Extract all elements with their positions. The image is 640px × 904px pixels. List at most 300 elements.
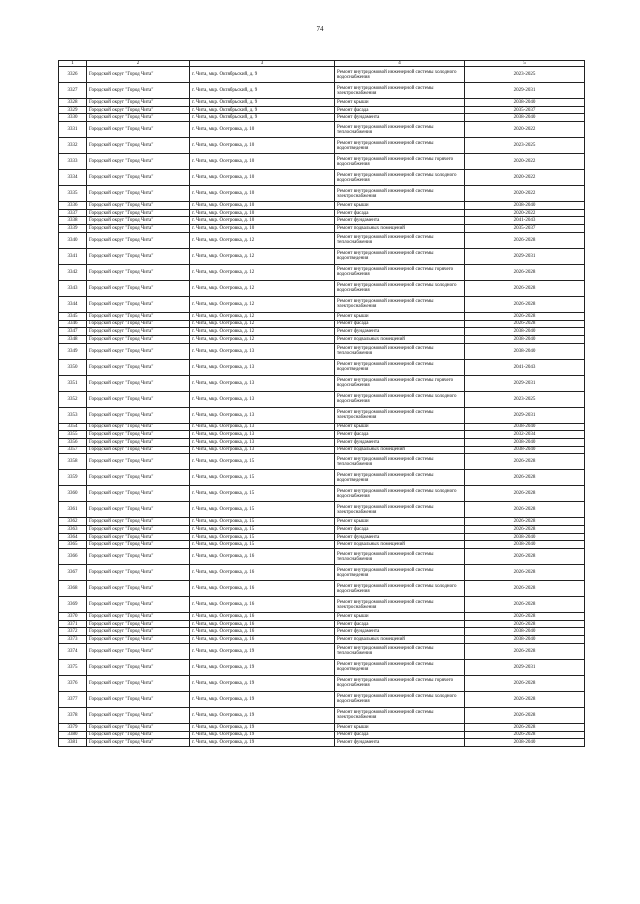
table-row (59, 232, 585, 248)
work-type-cell: Ремонт внутридомовой инженерной системы теплоснабжения (335, 454, 465, 470)
table-row (59, 438, 585, 446)
address-cell: г. Чита, мкр. Осетровка, д. 12 (190, 248, 335, 264)
period-cell: 2038-2040 (465, 423, 585, 431)
address-cell: г. Чита, мкр. Осетровка, д. 12 (190, 320, 335, 328)
municipality-cell: Городской округ "Город Чита" (87, 67, 190, 83)
work-type-cell: Ремонт крыши (335, 312, 465, 320)
row-number-cell: 3366 (59, 549, 87, 565)
table-row (59, 343, 585, 359)
period-cell: 2041-2043 (465, 359, 585, 375)
row-number-cell: 3355 (59, 431, 87, 439)
work-type-cell: Ремонт фундамента (335, 438, 465, 446)
table-row (59, 565, 585, 581)
header-col-2: 2 (87, 61, 190, 67)
municipality-cell: Городской округ "Город Чита" (87, 643, 190, 659)
period-cell: 2026-2028 (465, 675, 585, 691)
period-cell: 2029-2031 (465, 248, 585, 264)
table-row (59, 328, 585, 336)
table-row (59, 643, 585, 659)
address-cell: г. Чита, мкр. Осетровка, д. 10 (190, 209, 335, 217)
row-number-cell: 3329 (59, 106, 87, 114)
header-col-5: 5 (465, 61, 585, 67)
table-row (59, 67, 585, 83)
municipality-cell: Городской округ "Город Чита" (87, 541, 190, 549)
table-row (59, 502, 585, 518)
municipality-cell: Городской округ "Город Чита" (87, 454, 190, 470)
address-cell: г. Чита, мкр. Октябрьский, д. 9 (190, 106, 335, 114)
municipality-cell: Городской округ "Город Чита" (87, 375, 190, 391)
address-cell: г. Чита, мкр. Осетровка, д. 13 (190, 375, 335, 391)
period-cell: 2035-2037 (465, 225, 585, 233)
municipality-cell: Городской округ "Город Чита" (87, 470, 190, 486)
row-number-cell: 3327 (59, 83, 87, 99)
table-row (59, 549, 585, 565)
table-row (59, 423, 585, 431)
row-number-cell: 3352 (59, 391, 87, 407)
work-type-cell: Ремонт фундамента (335, 217, 465, 225)
period-cell: 2038-2040 (465, 628, 585, 636)
row-number-cell: 3381 (59, 739, 87, 747)
work-type-cell: Ремонт внутридомовой инженерной системы водоотведения (335, 470, 465, 486)
work-type-cell: Ремонт внутридомовой инженерной системы электроснабжения (335, 502, 465, 518)
address-cell: г. Чита, мкр. Осетровка, д. 19 (190, 723, 335, 731)
address-cell: г. Чита, мкр. Осетровка, д. 15 (190, 502, 335, 518)
period-cell: 2026-2028 (465, 549, 585, 565)
municipality-cell: Городской округ "Город Чита" (87, 154, 190, 170)
row-number-cell: 3337 (59, 209, 87, 217)
address-cell: г. Чита, мкр. Осетровка, д. 16 (190, 549, 335, 565)
table-row (59, 312, 585, 320)
table-row (59, 359, 585, 375)
work-type-cell: Ремонт внутридомовой инженерной системы водоотведения (335, 359, 465, 375)
work-type-cell: Ремонт внутридомовой инженерной системы теплоснабжения (335, 549, 465, 565)
municipality-cell: Городской округ "Город Чита" (87, 209, 190, 217)
header-col-1: 1 (59, 61, 87, 67)
work-type-cell: Ремонт фундамента (335, 114, 465, 122)
address-cell: г. Чита, мкр. Осетровка, д. 15 (190, 518, 335, 526)
row-number-cell: 3372 (59, 628, 87, 636)
address-cell: г. Чита, мкр. Осетровка, д. 10 (190, 186, 335, 202)
period-cell: 2035-2037 (465, 106, 585, 114)
period-cell: 2038-2040 (465, 202, 585, 210)
address-cell: г. Чита, мкр. Осетровка, д. 15 (190, 541, 335, 549)
work-type-cell: Ремонт крыши (335, 99, 465, 107)
row-number-cell: 3362 (59, 518, 87, 526)
municipality-cell: Городской округ "Город Чита" (87, 675, 190, 691)
address-cell: г. Чита, мкр. Осетровка, д. 19 (190, 707, 335, 723)
municipality-cell: Городской округ "Город Чита" (87, 225, 190, 233)
table-row (59, 186, 585, 202)
address-cell: г. Чита, мкр. Осетровка, д. 13 (190, 343, 335, 359)
row-number-cell: 3359 (59, 470, 87, 486)
row-number-cell: 3341 (59, 248, 87, 264)
row-number-cell: 3367 (59, 565, 87, 581)
row-number-cell: 3331 (59, 122, 87, 138)
address-cell: г. Чита, мкр. Осетровка, д. 10 (190, 154, 335, 170)
municipality-cell: Городской округ "Город Чита" (87, 328, 190, 336)
municipality-cell: Городской округ "Город Чита" (87, 691, 190, 707)
table-row (59, 526, 585, 534)
period-cell: 2038-2040 (465, 541, 585, 549)
row-number-cell: 3373 (59, 636, 87, 644)
period-cell: 2023-2025 (465, 391, 585, 407)
work-type-cell: Ремонт внутридомовой инженерной системы теплоснабжения (335, 343, 465, 359)
period-cell: 2026-2028 (465, 643, 585, 659)
work-type-cell: Ремонт внутридомовой инженерной системы холодного водоснабжения (335, 280, 465, 296)
table-row (59, 154, 585, 170)
period-cell: 2026-2028 (465, 707, 585, 723)
period-cell: 2038-2040 (465, 739, 585, 747)
address-cell: г. Чита, мкр. Осетровка, д. 19 (190, 731, 335, 739)
address-cell: г. Чита, мкр. Осетровка, д. 19 (190, 739, 335, 747)
municipality-cell: Городской округ "Город Чита" (87, 620, 190, 628)
page-number: 74 (316, 25, 324, 33)
work-type-cell: Ремонт внутридомовой инженерной системы холодного водоснабжения (335, 170, 465, 186)
row-number-cell: 3332 (59, 138, 87, 154)
row-number-cell: 3357 (59, 446, 87, 454)
work-type-cell: Ремонт фасада (335, 731, 465, 739)
work-type-cell: Ремонт внутридомовой инженерной системы теплоснабжения (335, 122, 465, 138)
address-cell: г. Чита, мкр. Осетровка, д. 12 (190, 328, 335, 336)
header-col-3: 3 (190, 61, 335, 67)
municipality-cell: Городской округ "Город Чита" (87, 217, 190, 225)
row-number-cell: 3354 (59, 423, 87, 431)
address-cell: г. Чита, мкр. Осетровка, д. 13 (190, 438, 335, 446)
address-cell: г. Чита, мкр. Октябрьский, д. 9 (190, 83, 335, 99)
table-row (59, 581, 585, 597)
header-col-4: 4 (335, 61, 465, 67)
address-cell: г. Чита, мкр. Осетровка, д. 13 (190, 391, 335, 407)
period-cell: 2032-2034 (465, 431, 585, 439)
work-type-cell: Ремонт фундамента (335, 628, 465, 636)
municipality-cell: Городской округ "Город Чита" (87, 202, 190, 210)
table-row (59, 122, 585, 138)
repair-schedule-table (58, 60, 585, 747)
row-number-cell: 3345 (59, 312, 87, 320)
address-cell: г. Чита, мкр. Осетровка, д. 12 (190, 264, 335, 280)
work-type-cell: Ремонт фасада (335, 526, 465, 534)
address-cell: г. Чита, мкр. Осетровка, д. 10 (190, 217, 335, 225)
work-type-cell: Ремонт внутридомовой инженерной системы электроснабжения (335, 407, 465, 423)
work-type-cell: Ремонт фасада (335, 620, 465, 628)
period-cell: 2026-2028 (465, 280, 585, 296)
table-row (59, 170, 585, 186)
municipality-cell: Городской округ "Город Чита" (87, 659, 190, 675)
row-number-cell: 3363 (59, 526, 87, 534)
municipality-cell: Городской округ "Город Чита" (87, 335, 190, 343)
period-cell: 2026-2028 (465, 620, 585, 628)
municipality-cell: Городской округ "Город Чита" (87, 518, 190, 526)
address-cell: г. Чита, мкр. Осетровка, д. 16 (190, 597, 335, 613)
row-number-cell: 3346 (59, 320, 87, 328)
municipality-cell: Городской округ "Город Чита" (87, 312, 190, 320)
work-type-cell: Ремонт подвальных помещений (335, 225, 465, 233)
work-type-cell: Ремонт внутридомовой инженерной системы электроснабжения (335, 296, 465, 312)
period-cell: 2020-2022 (465, 122, 585, 138)
municipality-cell: Городской округ "Город Чита" (87, 186, 190, 202)
table-row (59, 597, 585, 613)
work-type-cell: Ремонт внутридомовой инженерной системы электроснабжения (335, 186, 465, 202)
table-row (59, 723, 585, 731)
address-cell: г. Чита, мкр. Осетровка, д. 19 (190, 659, 335, 675)
address-cell: г. Чита, мкр. Осетровка, д. 12 (190, 335, 335, 343)
address-cell: г. Чита, мкр. Осетровка, д. 16 (190, 628, 335, 636)
address-cell: г. Чита, мкр. Осетровка, д. 19 (190, 691, 335, 707)
period-cell: 2038-2040 (465, 343, 585, 359)
municipality-cell: Городской округ "Город Чита" (87, 99, 190, 107)
work-type-cell: Ремонт крыши (335, 613, 465, 621)
row-number-cell: 3335 (59, 186, 87, 202)
municipality-cell: Городской округ "Город Чита" (87, 731, 190, 739)
table-row (59, 114, 585, 122)
table-row (59, 138, 585, 154)
table-row (59, 225, 585, 233)
address-cell: г. Чита, мкр. Осетровка, д. 13 (190, 407, 335, 423)
municipality-cell: Городской округ "Город Чита" (87, 533, 190, 541)
municipality-cell: Городской округ "Город Чита" (87, 343, 190, 359)
row-number-cell: 3351 (59, 375, 87, 391)
period-cell: 2038-2040 (465, 99, 585, 107)
row-number-cell: 3370 (59, 613, 87, 621)
table-row (59, 731, 585, 739)
work-type-cell: Ремонт внутридомовой инженерной системы холодного водоснабжения (335, 691, 465, 707)
period-cell: 2026-2028 (465, 581, 585, 597)
address-cell: г. Чита, мкр. Осетровка, д. 16 (190, 613, 335, 621)
work-type-cell: Ремонт внутридомовой инженерной системы горячего водоснабжения (335, 264, 465, 280)
period-cell: 2026-2028 (465, 691, 585, 707)
period-cell: 2026-2028 (465, 502, 585, 518)
work-type-cell: Ремонт фасада (335, 106, 465, 114)
address-cell: г. Чита, мкр. Осетровка, д. 19 (190, 643, 335, 659)
period-cell: 2026-2028 (465, 565, 585, 581)
row-number-cell: 3369 (59, 597, 87, 613)
work-type-cell: Ремонт внутридомовой инженерной системы холодного водоснабжения (335, 486, 465, 502)
municipality-cell: Городской округ "Город Чита" (87, 446, 190, 454)
work-type-cell: Ремонт внутридомовой инженерной системы водоотведения (335, 565, 465, 581)
period-cell: 2029-2031 (465, 407, 585, 423)
address-cell: г. Чита, мкр. Осетровка, д. 12 (190, 280, 335, 296)
work-type-cell: Ремонт внутридомовой инженерной системы холодного водоснабжения (335, 581, 465, 597)
row-number-cell: 3340 (59, 232, 87, 248)
work-type-cell: Ремонт крыши (335, 518, 465, 526)
address-cell: г. Чита, мкр. Осетровка, д. 15 (190, 526, 335, 534)
row-number-cell: 3376 (59, 675, 87, 691)
municipality-cell: Городской округ "Город Чита" (87, 707, 190, 723)
table-row (59, 407, 585, 423)
work-type-cell: Ремонт фасада (335, 431, 465, 439)
row-number-cell: 3361 (59, 502, 87, 518)
row-number-cell: 3328 (59, 99, 87, 107)
table-row (59, 486, 585, 502)
table-row (59, 209, 585, 217)
municipality-cell: Городской округ "Город Чита" (87, 565, 190, 581)
municipality-cell: Городской округ "Город Чита" (87, 502, 190, 518)
period-cell: 2026-2028 (465, 597, 585, 613)
work-type-cell: Ремонт фундамента (335, 533, 465, 541)
address-cell: г. Чита, мкр. Осетровка, д. 16 (190, 620, 335, 628)
address-cell: г. Чита, мкр. Октябрьский, д. 9 (190, 114, 335, 122)
period-cell: 2041-2043 (465, 217, 585, 225)
row-number-cell: 3330 (59, 114, 87, 122)
period-cell: 2026-2028 (465, 232, 585, 248)
address-cell: г. Чита, мкр. Осетровка, д. 16 (190, 565, 335, 581)
address-cell: г. Чита, мкр. Осетровка, д. 13 (190, 431, 335, 439)
address-cell: г. Чита, мкр. Осетровка, д. 15 (190, 486, 335, 502)
address-cell: г. Чита, мкр. Осетровка, д. 19 (190, 675, 335, 691)
municipality-cell: Городской округ "Город Чита" (87, 431, 190, 439)
row-number-cell: 3365 (59, 541, 87, 549)
row-number-cell: 3374 (59, 643, 87, 659)
row-number-cell: 3375 (59, 659, 87, 675)
row-number-cell: 3377 (59, 691, 87, 707)
address-cell: г. Чита, мкр. Октябрьский, д. 9 (190, 67, 335, 83)
table-row (59, 454, 585, 470)
municipality-cell: Городской округ "Город Чита" (87, 438, 190, 446)
period-cell: 2029-2031 (465, 83, 585, 99)
period-cell: 2026-2028 (465, 723, 585, 731)
municipality-cell: Городской округ "Город Чита" (87, 296, 190, 312)
table-body (59, 67, 585, 747)
work-type-cell: Ремонт внутридомовой инженерной системы водоотведения (335, 659, 465, 675)
work-type-cell: Ремонт внутридомовой инженерной системы горячего водоснабжения (335, 375, 465, 391)
address-cell: г. Чита, мкр. Осетровка, д. 15 (190, 470, 335, 486)
table-row (59, 280, 585, 296)
row-number-cell: 3343 (59, 280, 87, 296)
municipality-cell: Городской округ "Город Чита" (87, 264, 190, 280)
period-cell: 2026-2028 (465, 486, 585, 502)
period-cell: 2020-2022 (465, 154, 585, 170)
municipality-cell: Городской округ "Город Чита" (87, 391, 190, 407)
period-cell: 2026-2028 (465, 296, 585, 312)
table-row (59, 391, 585, 407)
period-cell: 2038-2040 (465, 438, 585, 446)
municipality-cell: Городской округ "Город Чита" (87, 83, 190, 99)
table-row (59, 335, 585, 343)
work-type-cell: Ремонт подвальных помещений (335, 335, 465, 343)
work-type-cell: Ремонт подвальных помещений (335, 636, 465, 644)
table-row (59, 541, 585, 549)
row-number-cell: 3358 (59, 454, 87, 470)
municipality-cell: Городской округ "Город Чита" (87, 613, 190, 621)
period-cell: 2029-2031 (465, 659, 585, 675)
work-type-cell: Ремонт фасада (335, 320, 465, 328)
period-cell: 2026-2028 (465, 526, 585, 534)
municipality-cell: Городской округ "Город Чита" (87, 248, 190, 264)
address-cell: г. Чита, мкр. Осетровка, д. 16 (190, 581, 335, 597)
municipality-cell: Городской округ "Город Чита" (87, 232, 190, 248)
period-cell: 2026-2028 (465, 264, 585, 280)
period-cell: 2023-2025 (465, 138, 585, 154)
work-type-cell: Ремонт внутридомовой инженерной системы электроснабжения (335, 707, 465, 723)
address-cell: г. Чита, мкр. Осетровка, д. 10 (190, 138, 335, 154)
table-row (59, 628, 585, 636)
work-type-cell: Ремонт внутридомовой инженерной системы горячего водоснабжения (335, 154, 465, 170)
work-type-cell: Ремонт внутридомовой инженерной системы горячего водоснабжения (335, 675, 465, 691)
municipality-cell: Городской округ "Город Чита" (87, 407, 190, 423)
table-row (59, 320, 585, 328)
work-type-cell: Ремонт крыши (335, 723, 465, 731)
table-row (59, 446, 585, 454)
address-cell: г. Чита, мкр. Осетровка, д. 13 (190, 359, 335, 375)
row-number-cell: 3347 (59, 328, 87, 336)
work-type-cell: Ремонт внутридомовой инженерной системы холодного водоснабжения (335, 391, 465, 407)
row-number-cell: 3353 (59, 407, 87, 423)
municipality-cell: Городской округ "Город Чита" (87, 320, 190, 328)
period-cell: 2026-2028 (465, 454, 585, 470)
municipality-cell: Городской округ "Город Чита" (87, 423, 190, 431)
address-cell: г. Чита, мкр. Осетровка, д. 16 (190, 636, 335, 644)
municipality-cell: Городской округ "Город Чита" (87, 526, 190, 534)
work-type-cell: Ремонт внутридомовой инженерной системы теплоснабжения (335, 643, 465, 659)
table-row (59, 431, 585, 439)
row-number-cell: 3371 (59, 620, 87, 628)
municipality-cell: Городской округ "Город Чита" (87, 597, 190, 613)
row-number-cell: 3336 (59, 202, 87, 210)
municipality-cell: Городской округ "Город Чита" (87, 628, 190, 636)
period-cell: 2026-2028 (465, 312, 585, 320)
table-row (59, 636, 585, 644)
work-type-cell: Ремонт внутридомовой инженерной системы водоотведения (335, 138, 465, 154)
municipality-cell: Городской округ "Город Чита" (87, 581, 190, 597)
row-number-cell: 3356 (59, 438, 87, 446)
period-cell: 2038-2040 (465, 533, 585, 541)
table-row (59, 264, 585, 280)
period-cell: 2023-2025 (465, 67, 585, 83)
municipality-cell: Городской округ "Город Чита" (87, 170, 190, 186)
work-type-cell: Ремонт подвальных помещений (335, 446, 465, 454)
table-row (59, 613, 585, 621)
table-row (59, 533, 585, 541)
address-cell: г. Чита, мкр. Осетровка, д. 15 (190, 533, 335, 541)
municipality-cell: Городской округ "Город Чита" (87, 359, 190, 375)
period-cell: 2038-2040 (465, 446, 585, 454)
period-cell: 2026-2028 (465, 470, 585, 486)
row-number-cell: 3342 (59, 264, 87, 280)
work-type-cell: Ремонт крыши (335, 202, 465, 210)
municipality-cell: Городской округ "Город Чита" (87, 549, 190, 565)
row-number-cell: 3326 (59, 67, 87, 83)
address-cell: г. Чита, мкр. Осетровка, д. 10 (190, 202, 335, 210)
period-cell: 2020-2022 (465, 186, 585, 202)
row-number-cell: 3379 (59, 723, 87, 731)
work-type-cell: Ремонт внутридомовой инженерной системы теплоснабжения (335, 232, 465, 248)
address-cell: г. Чита, мкр. Осетровка, д. 15 (190, 454, 335, 470)
address-cell: г. Чита, мкр. Осетровка, д. 12 (190, 312, 335, 320)
row-number-cell: 3364 (59, 533, 87, 541)
table-row (59, 375, 585, 391)
work-type-cell: Ремонт фасада (335, 209, 465, 217)
municipality-cell: Городской округ "Город Чита" (87, 138, 190, 154)
table-row (59, 296, 585, 312)
row-number-cell: 3349 (59, 343, 87, 359)
row-number-cell: 3378 (59, 707, 87, 723)
work-type-cell: Ремонт подвальных помещений (335, 541, 465, 549)
municipality-cell: Городской округ "Город Чита" (87, 636, 190, 644)
table-row (59, 707, 585, 723)
municipality-cell: Городской округ "Город Чита" (87, 739, 190, 747)
table-row (59, 99, 585, 107)
period-cell: 2026-2028 (465, 518, 585, 526)
row-number-cell: 3380 (59, 731, 87, 739)
row-number-cell: 3348 (59, 335, 87, 343)
row-number-cell: 3344 (59, 296, 87, 312)
address-cell: г. Чита, мкр. Октябрьский, д. 9 (190, 99, 335, 107)
period-cell: 2038-2040 (465, 114, 585, 122)
table-row (59, 659, 585, 675)
table-row (59, 202, 585, 210)
address-cell: г. Чита, мкр. Осетровка, д. 12 (190, 232, 335, 248)
work-type-cell: Ремонт внутридомовой инженерной системы водоотведения (335, 248, 465, 264)
